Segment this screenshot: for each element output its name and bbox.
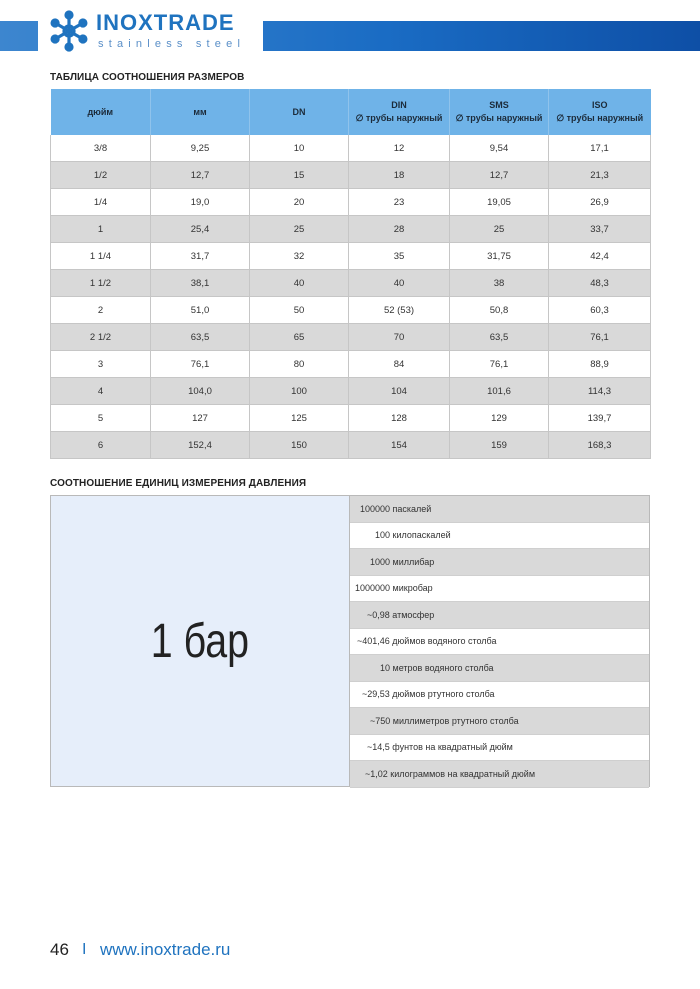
table-cell: 12 [349, 135, 450, 162]
table-cell: 31,7 [151, 243, 250, 270]
pressure-row: ~29,53 дюймов ртутного столба [350, 682, 649, 709]
table-cell: 48,3 [549, 270, 651, 297]
website-link[interactable]: www.inoxtrade.ru [100, 940, 231, 959]
table-cell: 139,7 [549, 405, 651, 432]
table-cell: 129 [450, 405, 549, 432]
table-cell: 25 [250, 216, 349, 243]
table-cell: 38,1 [151, 270, 250, 297]
pressure-row: 100000 паскалей [350, 496, 649, 523]
table-cell: 1/2 [51, 162, 151, 189]
logo[interactable] [38, 0, 263, 62]
table-cell: 21,3 [549, 162, 651, 189]
table-cell: 168,3 [549, 432, 651, 459]
table-row [51, 378, 651, 405]
table-cell: 35 [349, 243, 450, 270]
table-cell: 76,1 [450, 351, 549, 378]
column-header: SMS ∅ трубы наружный [450, 89, 549, 135]
snowflake-icon [48, 10, 90, 52]
table-cell: 76,1 [151, 351, 250, 378]
pressure-row: ~401,46 дюймов водяного столба [350, 629, 649, 656]
table-cell: 154 [349, 432, 450, 459]
table-row [51, 135, 651, 162]
column-header: дюйм [51, 89, 151, 135]
footer-separator: I [82, 941, 87, 958]
size-table-header [51, 89, 651, 135]
table-cell: 100 [250, 378, 349, 405]
table-row [51, 432, 651, 459]
table-cell: 1 1/2 [51, 270, 151, 297]
table-cell: 23 [349, 189, 450, 216]
brand-name: INOXTRADE [96, 10, 235, 35]
column-header: DIN ∅ трубы наружный [349, 89, 450, 135]
pressure-row: ~750 миллиметров ртутного столба [350, 708, 649, 735]
column-header: DN [250, 89, 349, 135]
pressure-table [50, 495, 650, 787]
table-cell: 159 [450, 432, 549, 459]
table-cell: 52 (53) [349, 297, 450, 324]
table-row [51, 216, 651, 243]
table-cell: 5 [51, 405, 151, 432]
table-cell: 38 [450, 270, 549, 297]
table-cell: 1/4 [51, 189, 151, 216]
table-cell: 12,7 [450, 162, 549, 189]
page-number: 46 [50, 940, 69, 959]
table-cell: 127 [151, 405, 250, 432]
pressure-title: СООТНОШЕНИЕ ЕДИНИЦ ИЗМЕРЕНИЯ ДАВЛЕНИЯ [50, 478, 307, 489]
table-cell: 6 [51, 432, 151, 459]
table-cell: 104,0 [151, 378, 250, 405]
table-cell: 3 [51, 351, 151, 378]
table-cell: 101,6 [450, 378, 549, 405]
size-table [50, 89, 651, 459]
table-cell: 25,4 [151, 216, 250, 243]
pressure-row: ~1,02 килограммов на квадратный дюйм [350, 761, 649, 788]
table-cell: 12,7 [151, 162, 250, 189]
table-cell: 2 [51, 297, 151, 324]
brand-tagline: stainless steel [98, 38, 246, 50]
table-cell: 18 [349, 162, 450, 189]
pressure-row: 1000 миллибар [350, 549, 649, 576]
table-cell: 80 [250, 351, 349, 378]
size-table-title: ТАБЛИЦА СООТНОШЕНИЯ РАЗМЕРОВ [50, 72, 245, 83]
table-cell: 63,5 [151, 324, 250, 351]
table-cell: 20 [250, 189, 349, 216]
table-row [51, 162, 651, 189]
table-cell: 19,05 [450, 189, 549, 216]
table-cell: 125 [250, 405, 349, 432]
table-cell: 1 1/4 [51, 243, 151, 270]
bar-panel [51, 496, 350, 786]
table-cell: 4 [51, 378, 151, 405]
pressure-row: ~14,5 фунтов на квадратный дюйм [350, 735, 649, 762]
table-cell: 150 [250, 432, 349, 459]
table-cell: 26,9 [549, 189, 651, 216]
table-cell: 84 [349, 351, 450, 378]
table-row [51, 189, 651, 216]
table-cell: 9,25 [151, 135, 250, 162]
table-cell: 88,9 [549, 351, 651, 378]
pressure-row: ~0,98 атмосфер [350, 602, 649, 629]
table-cell: 10 [250, 135, 349, 162]
table-cell: 15 [250, 162, 349, 189]
table-cell: 2 1/2 [51, 324, 151, 351]
table-cell: 28 [349, 216, 450, 243]
column-header: мм [151, 89, 250, 135]
table-cell: 40 [250, 270, 349, 297]
table-row [51, 351, 651, 378]
table-cell: 114,3 [549, 378, 651, 405]
table-cell: 3/8 [51, 135, 151, 162]
table-row [51, 324, 651, 351]
table-cell: 42,4 [549, 243, 651, 270]
table-cell: 128 [349, 405, 450, 432]
table-cell: 76,1 [549, 324, 651, 351]
table-cell: 31,75 [450, 243, 549, 270]
table-cell: 17,1 [549, 135, 651, 162]
table-row [51, 270, 651, 297]
table-cell: 1 [51, 216, 151, 243]
table-cell: 50 [250, 297, 349, 324]
column-header: ISO ∅ трубы наружный [549, 89, 651, 135]
table-cell: 19,0 [151, 189, 250, 216]
pressure-row: 1000000 микробар [350, 576, 649, 603]
table-cell: 104 [349, 378, 450, 405]
table-cell: 70 [349, 324, 450, 351]
table-cell: 32 [250, 243, 349, 270]
pressure-row: 10 метров водяного столба [350, 655, 649, 682]
table-cell: 60,3 [549, 297, 651, 324]
table-cell: 25 [450, 216, 549, 243]
table-row [51, 297, 651, 324]
table-cell: 9,54 [450, 135, 549, 162]
table-cell: 33,7 [549, 216, 651, 243]
bar-unit: 1 бар [150, 614, 250, 668]
table-cell: 152,4 [151, 432, 250, 459]
table-cell: 50,8 [450, 297, 549, 324]
pressure-row: 100 килопаскалей [350, 523, 649, 550]
table-cell: 63,5 [450, 324, 549, 351]
table-cell: 65 [250, 324, 349, 351]
table-row [51, 243, 651, 270]
table-cell: 40 [349, 270, 450, 297]
table-row [51, 405, 651, 432]
table-cell: 51,0 [151, 297, 250, 324]
